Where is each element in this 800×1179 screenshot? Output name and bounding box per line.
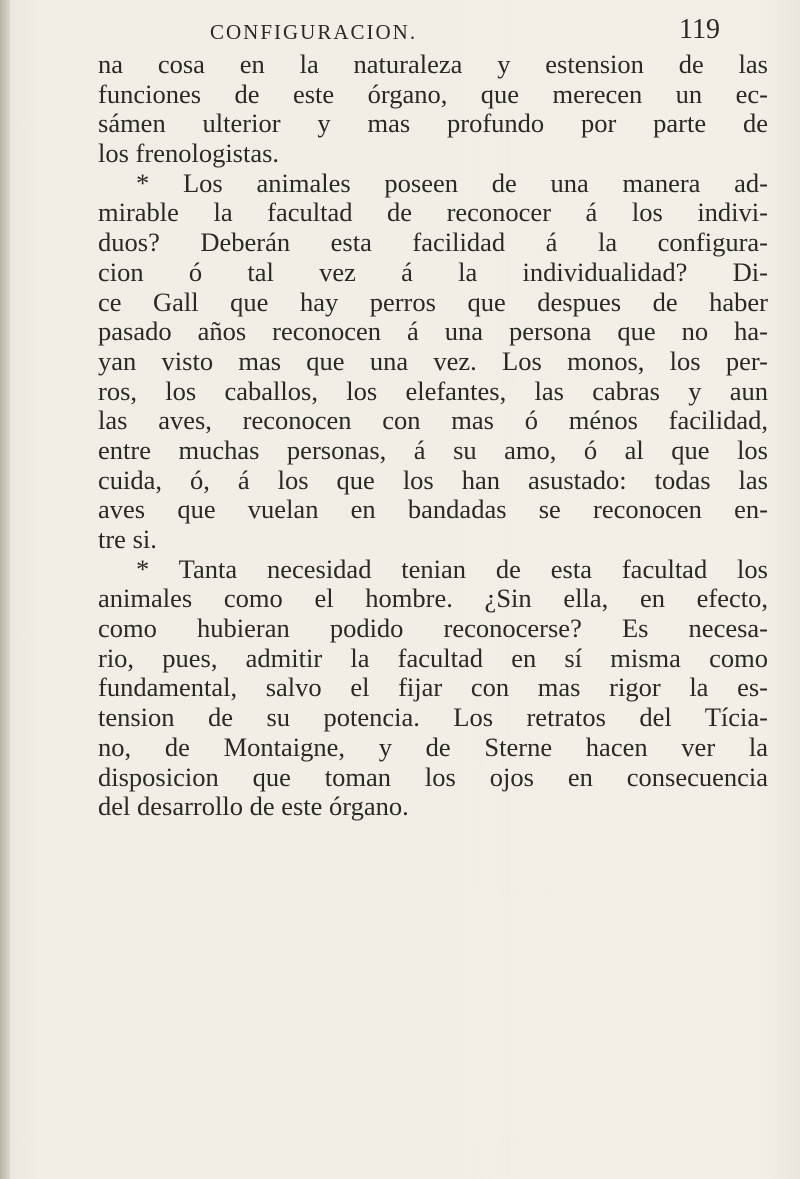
text-line: * Tanta necesidad tenian de esta facultad los bbox=[136, 553, 768, 584]
text-line: cion ó tal vez á la individualidad? Di- bbox=[98, 256, 768, 287]
text-line: fundamental, salvo el fijar con mas rigor la es- bbox=[98, 672, 768, 703]
text-line: duos? Deberán esta facilidad á la configura- bbox=[98, 227, 768, 258]
text-line: yan visto mas que una vez. Los monos, los per- bbox=[98, 345, 768, 376]
text-line: pasado años reconocen á una persona que no ha- bbox=[98, 316, 768, 347]
text-line: sámen ulterior y mas profundo por parte de bbox=[98, 108, 768, 139]
text-line: funciones de este órgano, que merecen un ec- bbox=[98, 78, 768, 109]
text-line: no, de Montaigne, y de Sterne hacen ver la bbox=[98, 731, 768, 762]
text-line: ros, los caballos, los elefantes, las cabras y aun bbox=[98, 375, 768, 406]
text-line: disposicion que toman los ojos en consecuencia bbox=[98, 761, 768, 792]
text-line: animales como el hombre. ¿Sin ella, en efecto, bbox=[98, 583, 768, 614]
page-number: 119 bbox=[679, 14, 720, 45]
text-line: rio, pues, admitir la facultad en sí misma como bbox=[98, 642, 768, 673]
text-line: * Los animales poseen de una manera ad- bbox=[136, 167, 768, 198]
text-line: aves que vuelan en bandadas se reconocen en- bbox=[98, 494, 768, 525]
page-header bbox=[100, 14, 760, 50]
text-line: tension de su potencia. Los retratos del Tícia- bbox=[98, 702, 768, 733]
text-line: mirable la facultad de reconocer á los indivi- bbox=[98, 197, 768, 228]
running-head: CONFIGURACION. bbox=[210, 20, 418, 44]
text-line: ce Gall que hay perros que despues de haber bbox=[98, 286, 768, 317]
page-gutter bbox=[0, 0, 10, 1179]
text-line: na cosa en la naturaleza y estension de las bbox=[98, 49, 768, 79]
body-text bbox=[98, 50, 768, 822]
text-line: las aves, reconocen con mas ó ménos facilidad, bbox=[98, 405, 768, 436]
text-line: los frenologistas. bbox=[98, 138, 280, 169]
text-line: del desarrollo de este órgano. bbox=[98, 791, 409, 822]
text-line: cuida, ó, á los que los han asustado: todas las bbox=[98, 464, 768, 495]
text-line: tre si. bbox=[98, 524, 157, 554]
text-line: como hubieran podido reconocerse? Es necesa- bbox=[98, 613, 768, 644]
text-line: entre muchas personas, á su amo, ó al que los bbox=[98, 434, 768, 465]
